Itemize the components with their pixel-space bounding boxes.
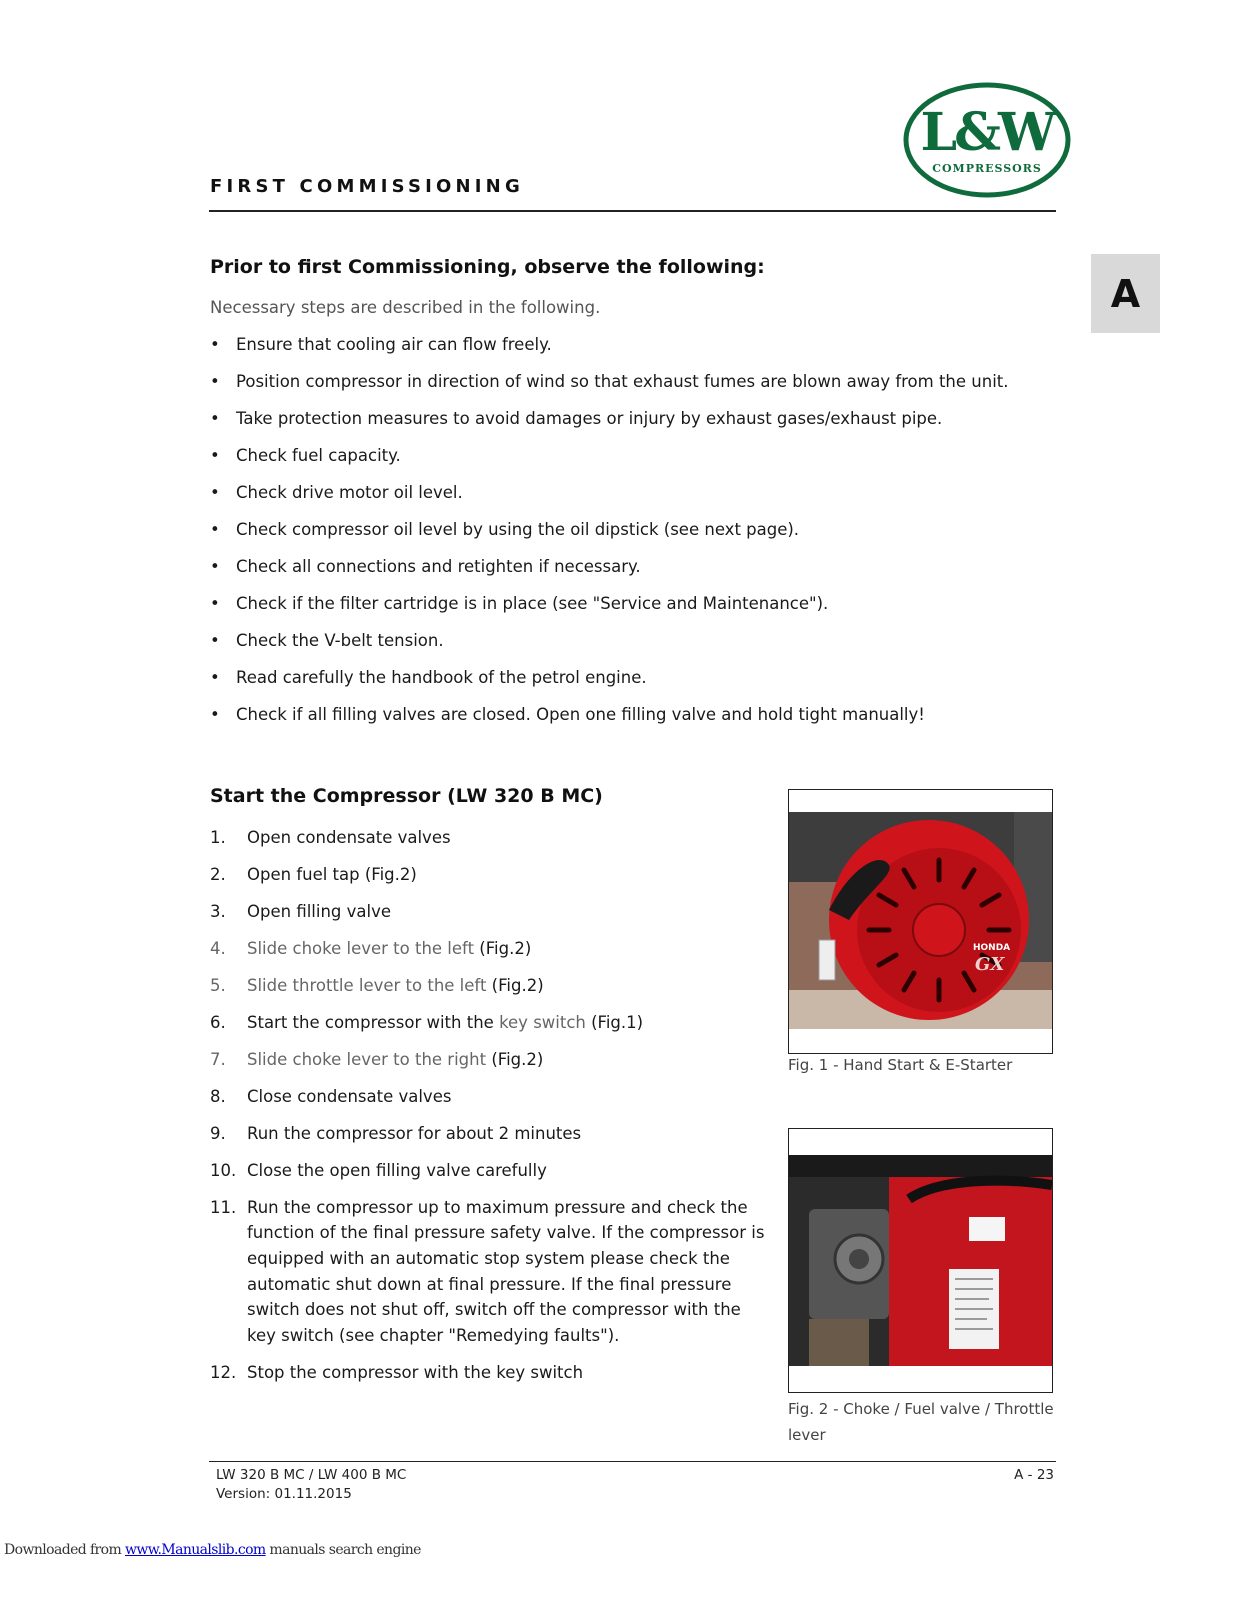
list-item: 7. Slide choke lever to the right (Fig.2) <box>210 1049 544 1069</box>
list-item: • Check if the filter cartridge is in place (see "Service and Maintenance"). <box>210 594 829 613</box>
start-steps-list <box>210 825 770 1397</box>
list-item: • Position compressor in direction of wind so that exhaust fumes are blown away from the unit. <box>210 372 1009 391</box>
list-item: • Check all connections and retighten if necessary. <box>210 557 641 576</box>
watermark-prefix: Downloaded from <box>4 1542 125 1558</box>
list-item: 3. Open filling valve <box>210 901 392 921</box>
list-item: • Check fuel capacity. <box>210 446 401 465</box>
list-item: 10. Close the open filling valve carefully <box>210 1160 547 1180</box>
page-number: A - 23 <box>1014 1467 1054 1483</box>
svg-text:COMPRESSORS: COMPRESSORS <box>932 162 1042 175</box>
figure-2-caption: Fig. 2 - Choke / Fuel valve / Throttle lever <box>788 1400 1054 1444</box>
list-item: • Read carefully the handbook of the petrol engine. <box>210 668 647 687</box>
lw-compressors-logo <box>902 80 1072 200</box>
list-item: • Check if all filling valves are closed. Open one filling valve and hold tight manually! <box>210 705 925 724</box>
prior-intro: Necessary steps are described in the following. <box>210 298 601 317</box>
list-item: 6. Start the compressor with the key switch (Fig.1) <box>210 1012 644 1032</box>
list-item: • Ensure that cooling air can flow freely. <box>210 335 552 354</box>
list-item: 5. Slide throttle lever to the left (Fig.2) <box>210 975 544 995</box>
footer-version: Version: 01.11.2015 <box>216 1486 352 1502</box>
section-title: FIRST COMMISSIONING <box>210 176 524 197</box>
list-item: • Check the V-belt tension. <box>210 631 444 650</box>
svg-text:L&W: L&W <box>920 102 1054 163</box>
list-item: 12. Stop the compressor with the key switch <box>210 1362 584 1382</box>
engine-brand-text: HONDA <box>973 943 1011 953</box>
start-heading: Start the Compressor (LW 320 B MC) <box>210 785 603 807</box>
engine-model-text: GX <box>975 954 1005 975</box>
header-divider <box>209 210 1056 212</box>
figure-2-choke-image <box>789 1129 1052 1392</box>
list-item: 9. Run the compressor for about 2 minutes <box>210 1123 582 1143</box>
figure-1-engine-image <box>789 790 1052 1053</box>
list-item: 2. Open fuel tap (Fig.2) <box>210 864 417 884</box>
footer-divider <box>209 1461 1056 1462</box>
figure-1-caption: Fig. 1 - Hand Start & E-Starter <box>788 1056 1013 1074</box>
download-watermark <box>4 1542 421 1558</box>
list-item: 1. Open condensate valves <box>210 828 451 847</box>
figure-1-frame <box>788 789 1053 1054</box>
list-item: • Check compressor oil level by using the oil dipstick (see next page). <box>210 520 800 539</box>
watermark-suffix: manuals search engine <box>265 1542 421 1558</box>
list-item: • Check drive motor oil level. <box>210 483 463 502</box>
list-item: 11. Run the compressor up to maximum pressure and check the function of the final pressure safety valve. If the compressor is equipped with an automatic stop system please check the automatic shut down at final pressure. If the final pressure switch does not shut off, switch off the compressor with the key switch (see chapter "Remedying faults"). <box>210 1197 765 1345</box>
prior-heading: Prior to first Commissioning, observe the following: <box>210 256 765 278</box>
prerequisite-list <box>210 333 1070 740</box>
list-item: 4. Slide choke lever to the left (Fig.2) <box>210 938 532 958</box>
figure-2-frame <box>788 1128 1053 1393</box>
list-item: • Take protection measures to avoid damages or injury by exhaust gases/exhaust pipe. <box>210 409 943 428</box>
list-item: 8. Close condensate valves <box>210 1086 452 1106</box>
footer-model: LW 320 B MC / LW 400 B MC <box>216 1467 407 1483</box>
manualslib-link[interactable]: www.Manualslib.com <box>125 1542 266 1558</box>
chapter-tab-marker: A <box>1091 254 1160 333</box>
